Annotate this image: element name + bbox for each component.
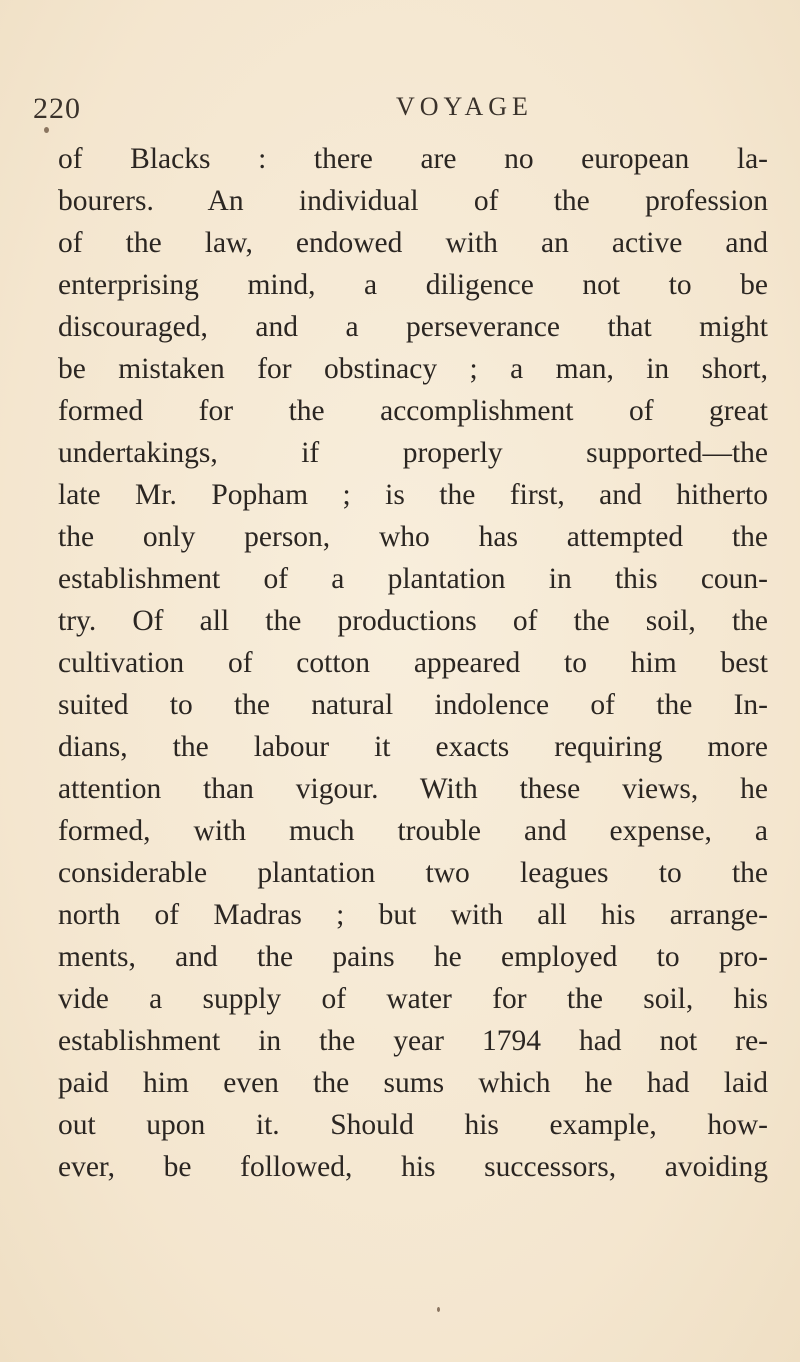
text-line: north of Madras ; but with all his arrange- xyxy=(58,899,768,931)
text-line: formed for the accomplishment of great xyxy=(58,395,768,427)
text-line: out upon it. Should his example, how- xyxy=(58,1109,768,1141)
running-head: VOYAGE xyxy=(396,92,533,121)
text-line: dians, the labour it exacts requiring more xyxy=(58,731,768,763)
text-line: attention than vigour. With these views, he xyxy=(58,773,768,805)
text-line: establishment in the year 1794 had not re- xyxy=(58,1025,768,1057)
text-line: formed, with much trouble and expense, a xyxy=(58,815,768,847)
page-number: 220 xyxy=(33,92,81,125)
text-line: cultivation of cotton appeared to him best xyxy=(58,647,768,679)
text-line: vide a supply of water for the soil, his xyxy=(58,983,768,1015)
text-line: considerable plantation two leagues to the xyxy=(58,857,768,889)
body-text xyxy=(58,138,768,1188)
text-line: discouraged, and a perseverance that might xyxy=(58,311,768,343)
ink-speck xyxy=(437,1307,440,1312)
text-line: ments, and the pains he employed to pro- xyxy=(58,941,768,973)
text-line: bourers. An individual of the profession xyxy=(58,185,768,217)
text-line: of Blacks : there are no european la- xyxy=(58,143,768,175)
text-line: of the law, endowed with an active and xyxy=(58,227,768,259)
text-line: be mistaken for obstinacy ; a man, in short, xyxy=(58,353,768,385)
text-line: try. Of all the productions of the soil, the xyxy=(58,605,768,637)
ink-speck xyxy=(44,127,49,133)
text-line: late Mr. Popham ; is the first, and hitherto xyxy=(58,479,768,511)
text-line: enterprising mind, a diligence not to be xyxy=(58,269,768,301)
text-line: the only person, who has attempted the xyxy=(58,521,768,553)
text-line: establishment of a plantation in this coun- xyxy=(58,563,768,595)
text-line: ever, be followed, his successors, avoiding xyxy=(58,1151,768,1183)
text-line: suited to the natural indolence of the In- xyxy=(58,689,768,721)
text-line: paid him even the sums which he had laid xyxy=(58,1067,768,1099)
text-line: undertakings, if properly supported—the xyxy=(58,437,768,469)
